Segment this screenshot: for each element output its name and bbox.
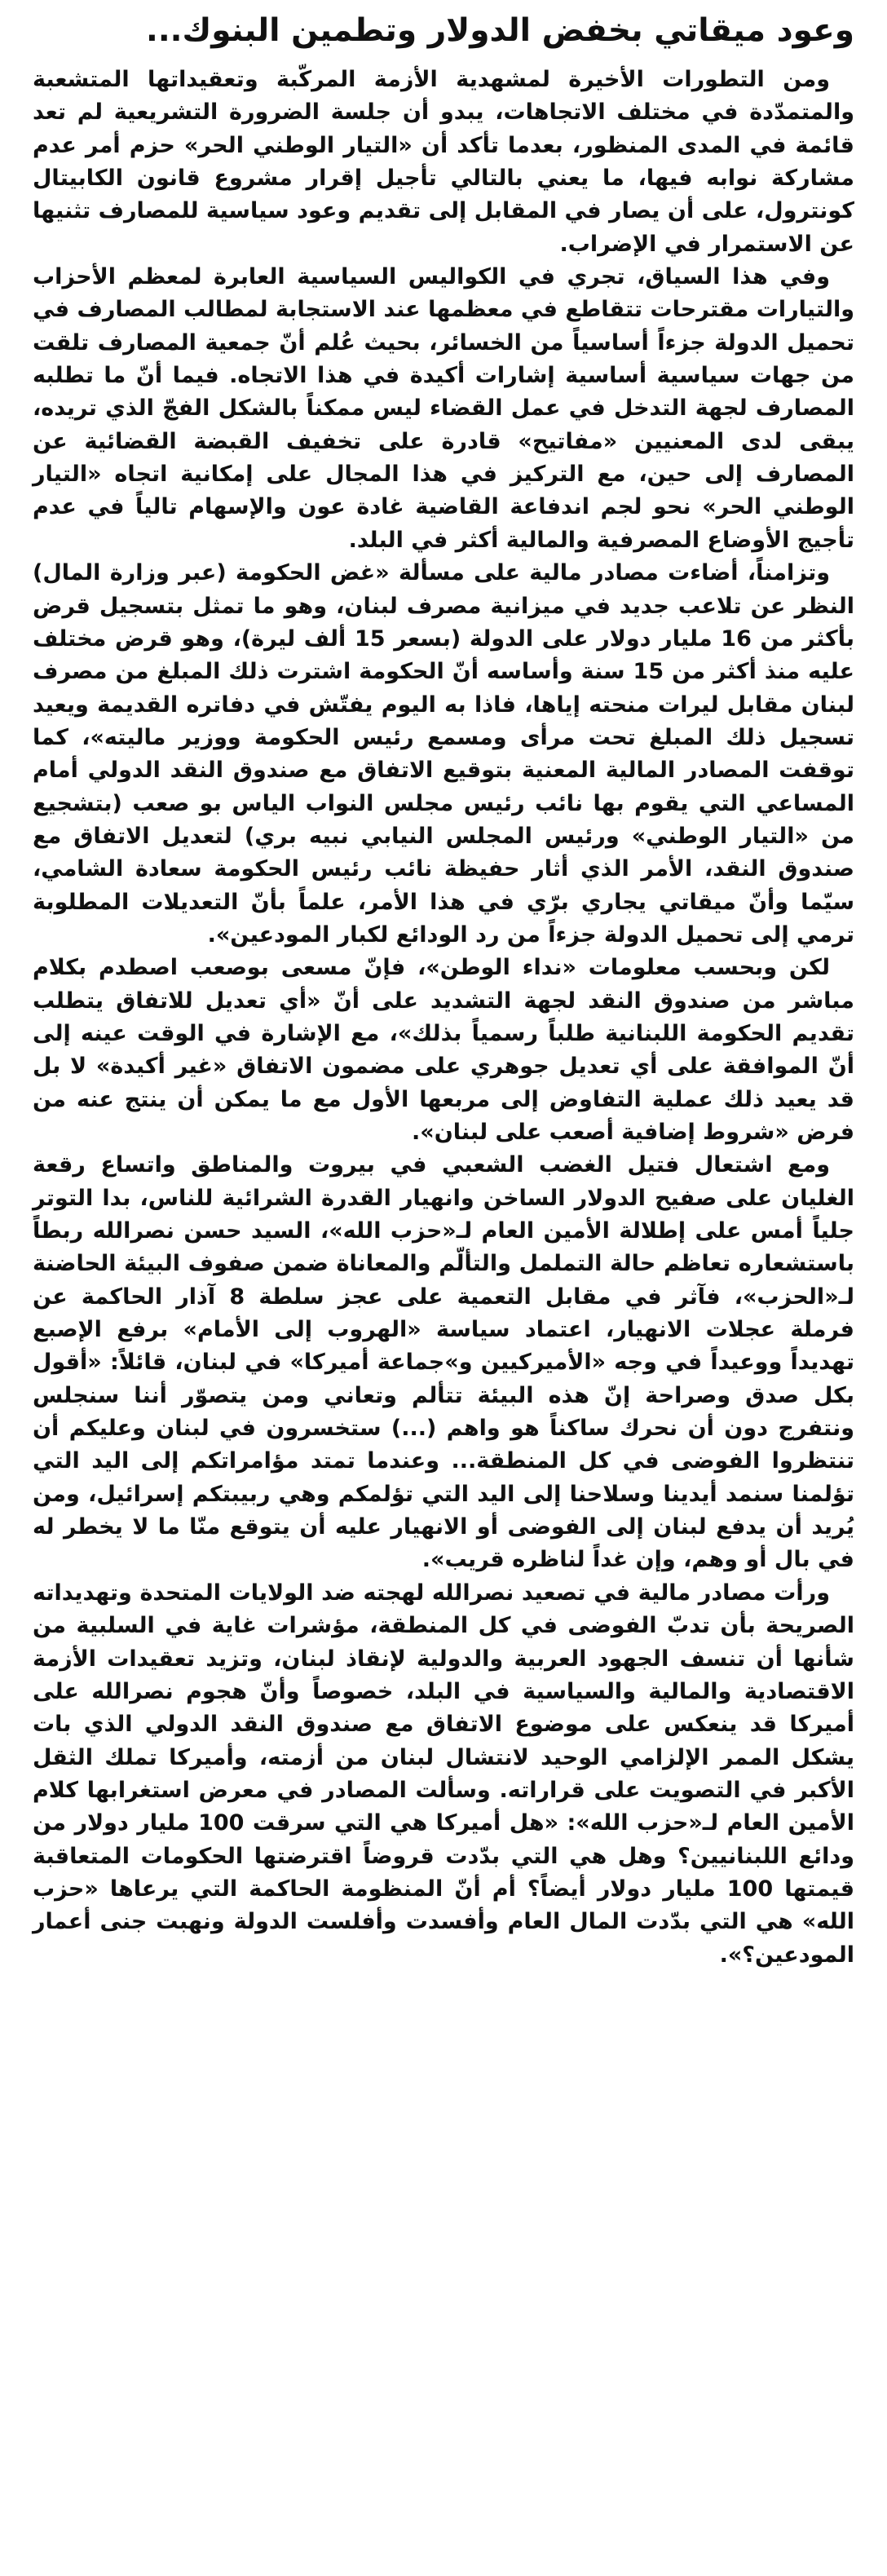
article-paragraph-2: وفي هذا السياق، تجري في الكواليس السياسية العابرة لمعظم الأحزاب والتيارات مقترحات تتقاطع في معظمها عند الاستجابة لمطالب المصارف في تحميل الدولة جزءاً أساسياً من الخسائر، بحيث عُلم أنّ جمعية المصارف تلقت من جهات سياسية أساسية إشارات أكيدة في هذا الاتجاه. فيما أنّ ما تطلبه المصارف لجهة التدخل في عمل القضاء ليس ممكناً بالشكل الفجّ الذي تريده، يبقى لدى المعنيين «مفاتيح» قادرة على تخفيف القبضة القضائية عن المصارف إلى حين، مع التركيز في هذا المجال على إمكانية اتجاه «التيار الوطني الحر» نحو لجم اندفاعة القاضية غادة عون والإسهام تالياً في عدم تأجيج الأوضاع المصرفية والمالية أكثر في البلد. — [33, 264, 854, 553]
article-paragraph-3: وتزامناً، أضاءت مصادر مالية على مسألة «غض الحكومة (عبر وزارة المال) النظر عن تلاعب جديد في ميزانية مصرف لبنان، وهو ما تمثل بتسجيل قرض بأكثر من 16 مليار دولار على الدولة (بسعر 15 ألف ليرة)، وهو قرض مختلف عليه منذ أكثر من 15 سنة وأساسه أنّ الحكومة اشترت ذلك المبلغ من مصرف لبنان مقابل ليرات منحته إياها، فاذا به اليوم يفتّش في دفاتره القديمة ويعيد تسجيل ذلك المبلغ تحت مرأى ومسمع رئيس الحكومة ووزير ماليته»، كما توقفت المصادر المالية المعنية بتوقيع الاتفاق مع صندوق النقد الدولي أمام المساعي التي يقوم بها نائب رئيس مجلس النواب الياس بو صعب (بتشجيع من «التيار الوطني» ورئيس المجلس النيابي نبيه بري) لتعديل الاتفاق مع صندوق النقد، الأمر الذي أثار حفيظة نائب رئيس الحكومة سعادة الشامي، سيّما وأنّ ميقاتي يجاري برّي في هذا الأمر، علماً بأنّ التعديلات المطلوبة ترمي إلى تحميل الدولة جزءاً من رد الودائع لكبار المودعين». — [33, 560, 855, 948]
article-paragraph-4: لكن وبحسب معلومات «نداء الوطن»، فإنّ مسعى بوصعب اصطدم بكلام مباشر من صندوق النقد لجهة التشديد على أنّ «أي تعديل للاتفاق يتطلب تقديم الحكومة اللبنانية طلباً رسمياً بذلك»، مع الإشارة في الوقت عينه إلى أنّ الموافقة على أي تعديل جوهري على مضمون الاتفاق «غير أكيدة» لا بل قد يعيد ذلك عملية التفاوض إلى مربعها الأول مع ما يمكن أن ينتج عنه من فرض «شروط إضافية أصعب على لبنان». — [33, 955, 854, 1145]
article-body — [33, 64, 854, 1972]
article-paragraph-6: ورأت مصادر مالية في تصعيد نصرالله لهجته ضد الولايات المتحدة وتهديداته الصريحة بأن تدبّ الفوضى في كل المنطقة، مؤشرات غاية في السلبية من شأنها أن تنسف الجهود العربية والدولية لإنقاذ لبنان، وتزيد تعقيدات الأزمة الاقتصادية والمالية والسياسية في البلد، خصوصاً وأنّ هجوم نصرالله على أميركا قد ينعكس على موضوع الاتفاق مع صندوق النقد الدولي الذي بات يشكل الممر الإلزامي الوحيد لانتشال لبنان من أزمته، وأميركا تملك الثقل الأكبر في التصويت على قراراته. وسألت المصادر في معرض استغرابها كلام الأمين العام لـ«حزب الله»: «هل أميركا هي التي سرقت 100 مليار دولار من ودائع اللبنانيين؟ وهل هي التي بدّدت قروضاً اقترضتها الحكومات المتعاقبة قيمتها 100 مليار دولار أيضاً؟ أم أنّ المنظومة الحاكمة التي يرعاها «حزب الله» هي التي بدّدت المال العام وأفسدت وأفلست الدولة ونهبت جنى أعمار المودعين؟». — [33, 1580, 855, 1968]
article-paragraph-5: ومع اشتعال فتيل الغضب الشعبي في بيروت والمناطق واتساع رقعة الغليان على صفيح الدولار الساخن وانهيار القدرة الشرائية للناس، بدا التوتر جلياً أمس على إطلالة الأمين العام لـ«حزب الله»، السيد حسن نصرالله ربطاً باستشعاره تعاظم حالة التململ والتألّم والمعاناة ضمن صفوف البيئة الحاضنة لـ«الحزب»، فآثر في مقابل التعمية على عجز سلطة 8 آذار الحاكمة عن فرملة عجلات الانهيار، اعتماد سياسة «الهروب إلى الأمام» برفع الإصبع تهديداً ووعيداً في وجه «الأميركيين و»جماعة أميركا» في لبنان، قائلاً: «أقول بكل صدق وصراحة إنّ هذه البيئة تتألم وتعاني ومن يتصوّر أننا سنجلس ونتفرج دون أن نحرك ساكناً هو واهم (...) ستخسرون في لبنان وعليكم أن تنتظروا الفوضى في كل المنطقة... وعندما تمتد مؤامراتكم إلى اليد التي تؤلمنا سنمد أيدينا وسلاحنا إلى اليد التي تؤلمكم وهي ربيبتكم إسرائيل، ومن يُريد أن يدفع لبنان إلى الفوضى أو الانهيار عليه أن يتوقع منّا ما لا يخطر له في بال أو وهم، وإن غداً لناظره قريب». — [33, 1152, 854, 1573]
article-headline: وعود ميقاتي بخفض الدولار وتطمين البنوك... — [146, 12, 854, 49]
article-paragraph-1: ومن التطورات الأخيرة لمشهدية الأزمة المركّبة وتعقيداتها المتشعبة والمتمدّدة في مختلف الاتجاهات، يبدو أن جلسة الضرورة التشريعية لم تعد قائمة في المدى المنظور، بعدما تأكد أن «التيار الوطني الحر» حزم أمر عدم مشاركة نوابه فيها، ما يعني بالتالي تأجيل إقرار مشروع قانون الكابيتال كونترول، على أن يصار في المقابل إلى تقديم وعود سياسية للمصارف تثنيها عن الاستمرار في الإضراب. — [33, 67, 854, 257]
